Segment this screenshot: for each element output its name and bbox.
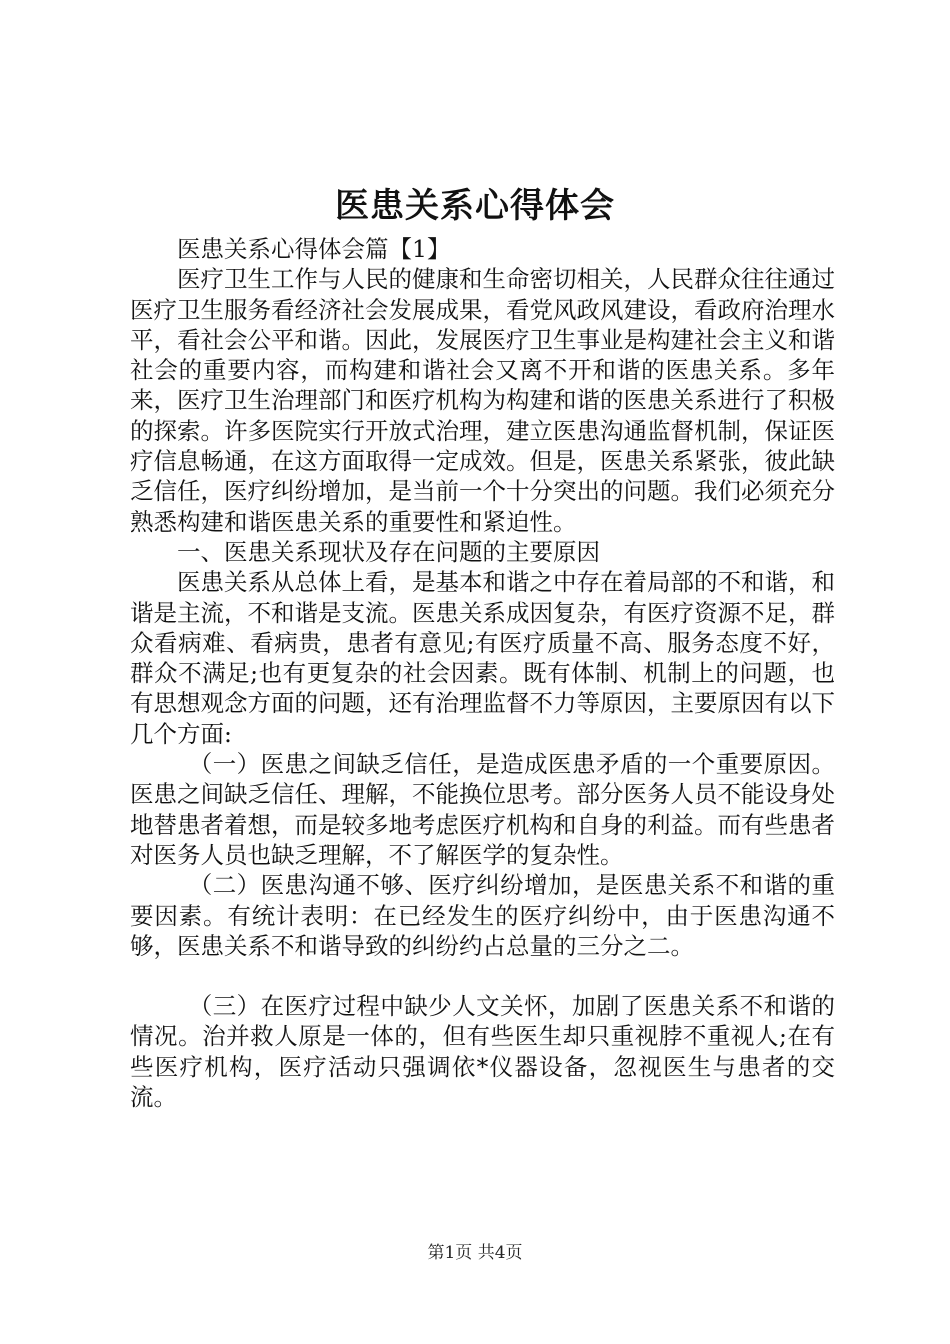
section-heading-part-1: 医患关系心得体会篇【1】 <box>177 235 451 263</box>
document-title: 医患关系心得体会 <box>335 186 615 226</box>
section-heading-causes: 一、医患关系现状及存在问题的主要原因 <box>177 537 600 566</box>
document-body <box>130 234 835 1112</box>
paragraph-reason-2: （二）医患沟通不够、医疗纠纷增加，是医患关系不和谐的重要因素。有统计表明：在已经发生的医疗纠纷中，由于医患沟通不够，医患关系不和谐导致的纠纷约占总量的三分之二。 <box>130 871 835 960</box>
page-footer: 第1页 共4页 <box>427 1243 523 1263</box>
paragraph-intro: 医疗卫生工作与人民的健康和生命密切相关，人民群众往往通过医疗卫生服务看经济社会发展成果，看党风政风建设，看政府治理水平，看社会公平和谐。因此，发展医疗卫生事业是构建社会主义和谐社会的重要内容，而构建和谐社会又离不开和谐的医患关系。多年来，医疗卫生治理部门和医疗机构为构建和谐的医患关系进行了积极的探索。许多医院实行开放式治理，建立医患沟通监督机制，保证医疗信息畅通，在这方面取得一定成效。但是，医患关系紧张，彼此缺乏信任，医疗纠纷增加，是当前一个十分突出的问题。我们必须充分熟悉构建和谐医患关系的重要性和紧迫性。 <box>130 265 835 536</box>
paragraph-reason-1: （一）医患之间缺乏信任，是造成医患矛盾的一个重要原因。医患之间缺乏信任、理解，不能换位思考。部分医务人员不能设身处地替患者着想，而是较多地考虑医疗机构和自身的利益。而有些患者对医务人员也缺乏理解，不了解医学的复杂性。 <box>130 750 835 869</box>
paragraph-reason-3: （三）在医疗过程中缺少人文关怀，加剧了医患关系不和谐的情况。治并救人原是一体的，但有些医生却只重视脖不重视人;在有些医疗机构，医疗活动只强调依*仪器设备，忽视医生与患者的交流。 <box>130 992 835 1112</box>
paragraph-overview: 医患关系从总体上看，是基本和谐之中存在着局部的不和谐，和谐是主流，不和谐是支流。医患关系成因复杂，有医疗资源不足，群众看病难、看病贵，患者有意见;有医疗质量不高、服务态度不好，群众不满足;也有更复杂的社会因素。既有体制、机制上的问题，也有思想观念方面的问题，还有治理监督不力等原因，主要原因有以下几个方面: <box>130 568 835 748</box>
